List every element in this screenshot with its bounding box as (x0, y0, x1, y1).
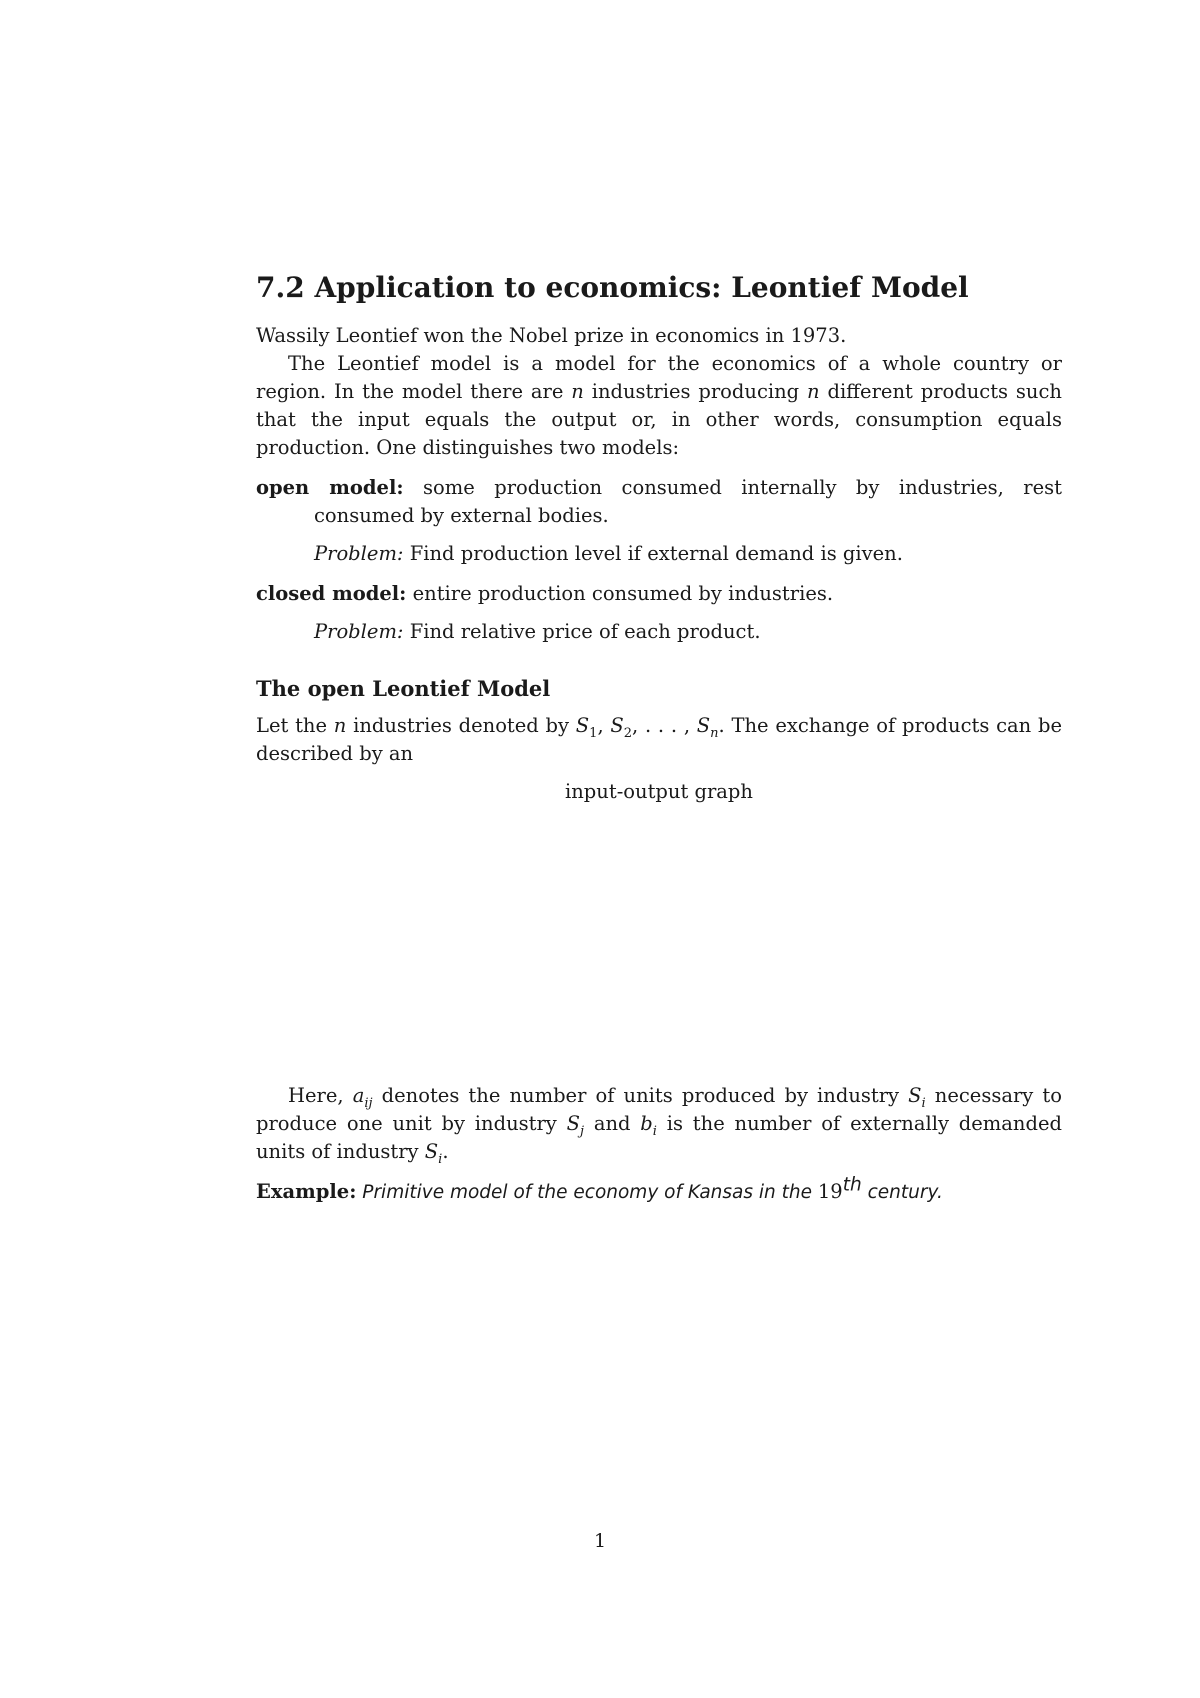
closed-model-problem: Problem: Find relative price of each product. (314, 620, 761, 643)
open-model-definition: open model: some production consumed internally by industries, rest consumed by external bodies. (256, 476, 1062, 527)
graph-placeholder (256, 806, 1062, 1082)
intro-paragraph-2: The Leontief model is a model for the economics of a whole country or region. In the model there are n industries producing n different products such that the input equals the output or, in other words, consumption equals production. One distinguishes two models: (256, 352, 1062, 459)
math-n: n (571, 380, 584, 403)
closed-model-definition: closed model: entire production consumed by industries. (256, 582, 834, 605)
open-leontief-paragraph: Let the n industries denoted by $S_1$, $S_2$, . . . , $S_n$. The exchange of products can be described by an (256, 714, 1062, 765)
example-term: Example: (256, 1180, 357, 1203)
open-model-term: open model: (256, 476, 404, 499)
intro-paragraph-1: Wassily Leontief won the Nobel prize in economics in 1973. (256, 324, 847, 347)
example-paragraph: Example: Primitive model of the economy of Kansas in the 19th century. (256, 1174, 943, 1203)
page-number: 1 (593, 1530, 607, 1552)
input-output-graph-label: input-output graph (565, 780, 753, 803)
open-model-problem: Problem: Find production level if external demand is given. (314, 542, 903, 565)
math-n: n (807, 380, 820, 403)
closed-model-term: closed model: (256, 582, 407, 605)
subsection-title: The open Leontief Model (256, 676, 551, 701)
section-title: 7.2 Application to economics: Leontief Model (256, 271, 969, 304)
explanation-paragraph: Here, $a_{ij}$ denotes the number of units produced by industry $S_i$ necessary to produce one unit by industry $S_j$ and $b_i$ is the number of externally demanded units of industry $S_i$. (256, 1084, 1062, 1167)
page-content (256, 270, 1062, 1207)
